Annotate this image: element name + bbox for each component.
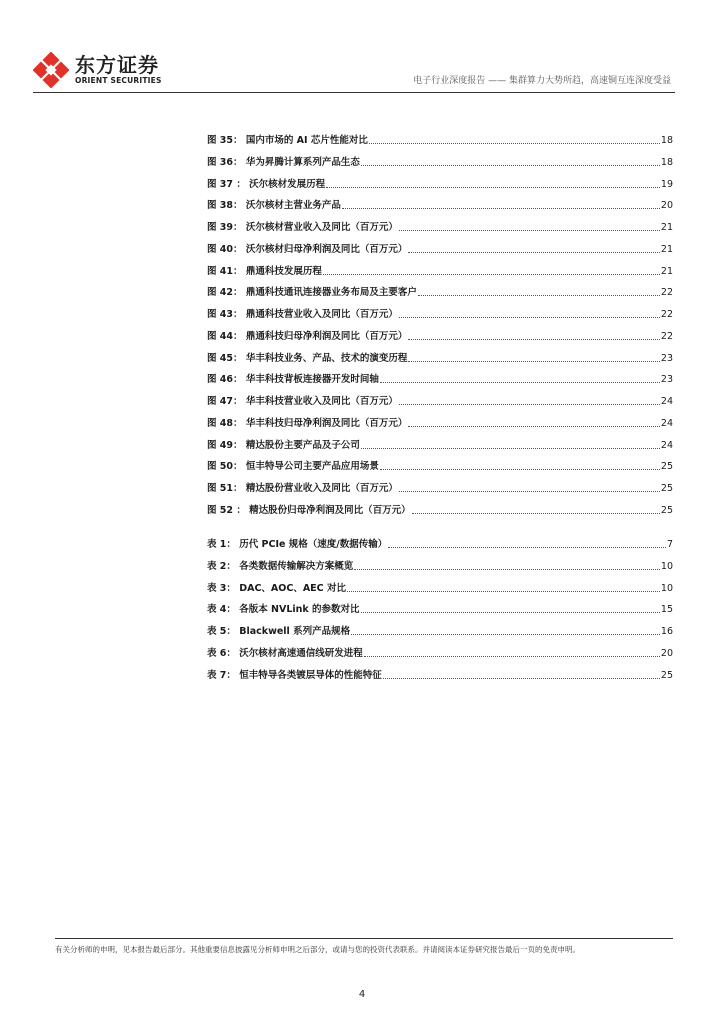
table-toc-entry-label: 表 3： DAC、AOC、AEC 对比 (207, 582, 346, 594)
dot-leader (354, 569, 660, 570)
figure-toc-entry-page: 25 (660, 504, 673, 516)
figure-toc-entry[interactable] (207, 501, 673, 517)
figure-toc-entry-label: 图 47： 华丰科技营业收入及同比（百万元） (207, 396, 398, 407)
dot-leader (399, 404, 660, 405)
dot-leader (361, 448, 660, 449)
table-toc-entry[interactable] (207, 557, 673, 573)
brand-name-en: ORIENT SECURITIES (75, 76, 162, 85)
figure-toc-entry[interactable] (207, 153, 673, 169)
report-title: 电子行业深度报告 —— 集群算力大势所趋，高速铜互连深度受益 (413, 76, 671, 86)
figure-toc-entry[interactable] (207, 414, 673, 430)
figure-toc-entry-label: 图 35： 国内市场的 AI 芯片性能对比 (207, 135, 368, 146)
dot-leader (380, 382, 660, 383)
dot-leader (364, 656, 660, 657)
figure-toc-entry-page: 23 (660, 374, 673, 386)
dot-leader (361, 612, 660, 613)
figure-toc-entry[interactable] (207, 349, 673, 365)
figure-toc-entry-label: 图 43： 鼎通科技营业收入及同比（百万元） (207, 309, 398, 320)
dot-leader (412, 513, 660, 514)
table-toc-entry[interactable] (207, 600, 673, 616)
page-header (0, 0, 724, 100)
dot-leader (408, 252, 660, 253)
table-toc-entry-label: 表 6： 沃尔核材高速通信线研发进程 (207, 647, 363, 659)
table-toc-entry-label: 表 2： 各类数据传输解决方案概览 (207, 560, 354, 572)
dot-leader (388, 547, 666, 548)
figure-toc-entry[interactable] (207, 175, 673, 191)
figure-toc-entry-label: 图 48： 华丰科技归母净利润及同比（百万元） (207, 417, 408, 429)
figure-toc-entry-label: 图 46： 华丰科技背板连接器开发时间轴 (207, 374, 379, 386)
figure-toc-entry-label: 图 36： 华为昇腾计算系列产品生态 (207, 156, 360, 168)
figure-toc-entry-page: 18 (660, 156, 673, 168)
orient-securities-logo (33, 52, 162, 88)
figure-toc-entry-page: 21 (660, 222, 673, 233)
table-toc-entry[interactable] (207, 579, 673, 595)
table-toc-entry-page: 25 (660, 669, 673, 681)
table-toc-entry[interactable] (207, 622, 673, 638)
figure-toc-entry[interactable] (207, 457, 673, 473)
table-toc-entry[interactable] (207, 666, 673, 682)
figure-toc-entry-label: 图 51： 精达股份营业收入及同比（百万元） (207, 483, 398, 494)
dot-leader (408, 361, 660, 362)
figure-toc-entry[interactable] (207, 436, 673, 452)
figure-toc-entry[interactable] (207, 283, 673, 299)
dot-leader (361, 165, 660, 166)
dot-leader (418, 295, 660, 296)
dot-leader (351, 634, 660, 635)
table-toc-entry-page: 10 (660, 560, 673, 572)
dot-leader (399, 491, 660, 492)
figure-toc-entry-label: 图 38： 沃尔核材主营业务产品 (207, 200, 341, 212)
figure-toc-entry-label: 图 50： 恒丰特导公司主要产品应用场景 (207, 461, 379, 473)
figure-toc-entry-label: 图 52 ： 精达股份归母净利润及同比（百万元） (207, 504, 411, 516)
figure-toc-entry[interactable] (207, 218, 673, 234)
figure-toc-entry-page: 22 (660, 309, 673, 320)
dot-leader (326, 187, 660, 188)
table-toc-entry-label: 表 4： 各版本 NVLink 的参数对比 (207, 604, 360, 616)
dot-leader (380, 469, 660, 470)
table-toc-entry-page: 10 (660, 582, 673, 594)
table-toc-entry-page: 20 (660, 647, 673, 659)
figure-toc-entry-page: 21 (660, 243, 673, 255)
figure-toc-entry[interactable] (207, 262, 673, 278)
figure-toc-entry[interactable] (207, 305, 673, 321)
figure-toc-entry-label: 图 45： 华丰科技业务、产品、技术的演变历程 (207, 352, 408, 364)
dot-leader (323, 274, 660, 275)
figure-toc-entry-label: 图 42： 鼎通科技通讯连接器业务布局及主要客户 (207, 287, 417, 299)
dot-leader (383, 678, 660, 679)
table-toc-entry-page: 7 (666, 539, 673, 550)
page-number: 4 (358, 989, 366, 1000)
figure-toc-entry[interactable] (207, 370, 673, 386)
figure-toc-entry-page: 18 (660, 135, 673, 146)
dot-leader (408, 426, 660, 427)
brand-name-cn: 东方证券 (75, 53, 159, 77)
table-toc-entry-label: 表 7： 恒丰特导各类镀层导体的性能特征 (207, 669, 382, 681)
table-toc-entry-page: 15 (660, 604, 673, 616)
figure-toc-entry-page: 22 (660, 287, 673, 299)
table-toc-entry[interactable] (207, 644, 673, 660)
dot-leader (369, 143, 660, 144)
figure-toc-entry-label: 图 40： 沃尔核材归母净利润及同比（百万元） (207, 243, 408, 255)
figure-toc-entry-page: 19 (660, 178, 673, 190)
figure-toc-entry[interactable] (207, 327, 673, 343)
figure-toc-entry-label: 图 37 ： 沃尔核材发展历程 (207, 178, 326, 190)
figure-toc-entry[interactable] (207, 392, 673, 408)
figure-toc-entry-page: 21 (660, 265, 673, 277)
table-toc-entry-label: 表 1： 历代 PCIe 规格（速度/数据传输） (207, 539, 388, 550)
figure-toc-entry-page: 25 (660, 461, 673, 473)
figure-toc-entry[interactable] (207, 196, 673, 212)
figure-toc-entry[interactable] (207, 479, 673, 495)
logo-mark-icon (33, 52, 69, 88)
dot-leader (399, 317, 660, 318)
figure-toc-entry-page: 24 (660, 417, 673, 429)
figure-toc-entry-label: 图 44： 鼎通科技归母净利润及同比（百万元） (207, 330, 408, 342)
table-toc-entry-label: 表 5： Blackwell 系列产品规格 (207, 626, 351, 637)
figure-toc-entry-label: 图 49： 精达股份主要产品及子公司 (207, 439, 360, 451)
figure-toc-entry-page: 24 (660, 396, 673, 407)
figure-toc-entry-page: 24 (660, 439, 673, 451)
dot-leader (347, 591, 660, 592)
figure-toc-entry-page: 22 (660, 330, 673, 342)
figure-toc-entry-label: 图 41： 鼎通科技发展历程 (207, 265, 322, 277)
figure-toc-entry-page: 23 (660, 352, 673, 364)
footer-disclaimer: 有关分析师的申明，见本报告最后部分。其他重要信息披露见分析师申明之后部分，或请与您的投资代表联系。并请阅读本证券研究报告最后一页的免责申明。 (55, 945, 580, 954)
dot-leader (408, 339, 660, 340)
footer-divider (55, 938, 673, 939)
table-toc-entry-page: 16 (660, 626, 673, 637)
figure-toc-entry[interactable] (207, 240, 673, 256)
table-toc-entry[interactable] (207, 535, 673, 551)
figure-toc-entry-page: 25 (660, 483, 673, 494)
header-divider (33, 92, 675, 93)
figure-toc-entry-label: 图 39： 沃尔核材营业收入及同比（百万元） (207, 222, 398, 233)
dot-leader (399, 230, 660, 231)
dot-leader (342, 208, 660, 209)
figure-toc-entry-page: 20 (660, 200, 673, 212)
figure-toc-entry[interactable] (207, 131, 673, 147)
